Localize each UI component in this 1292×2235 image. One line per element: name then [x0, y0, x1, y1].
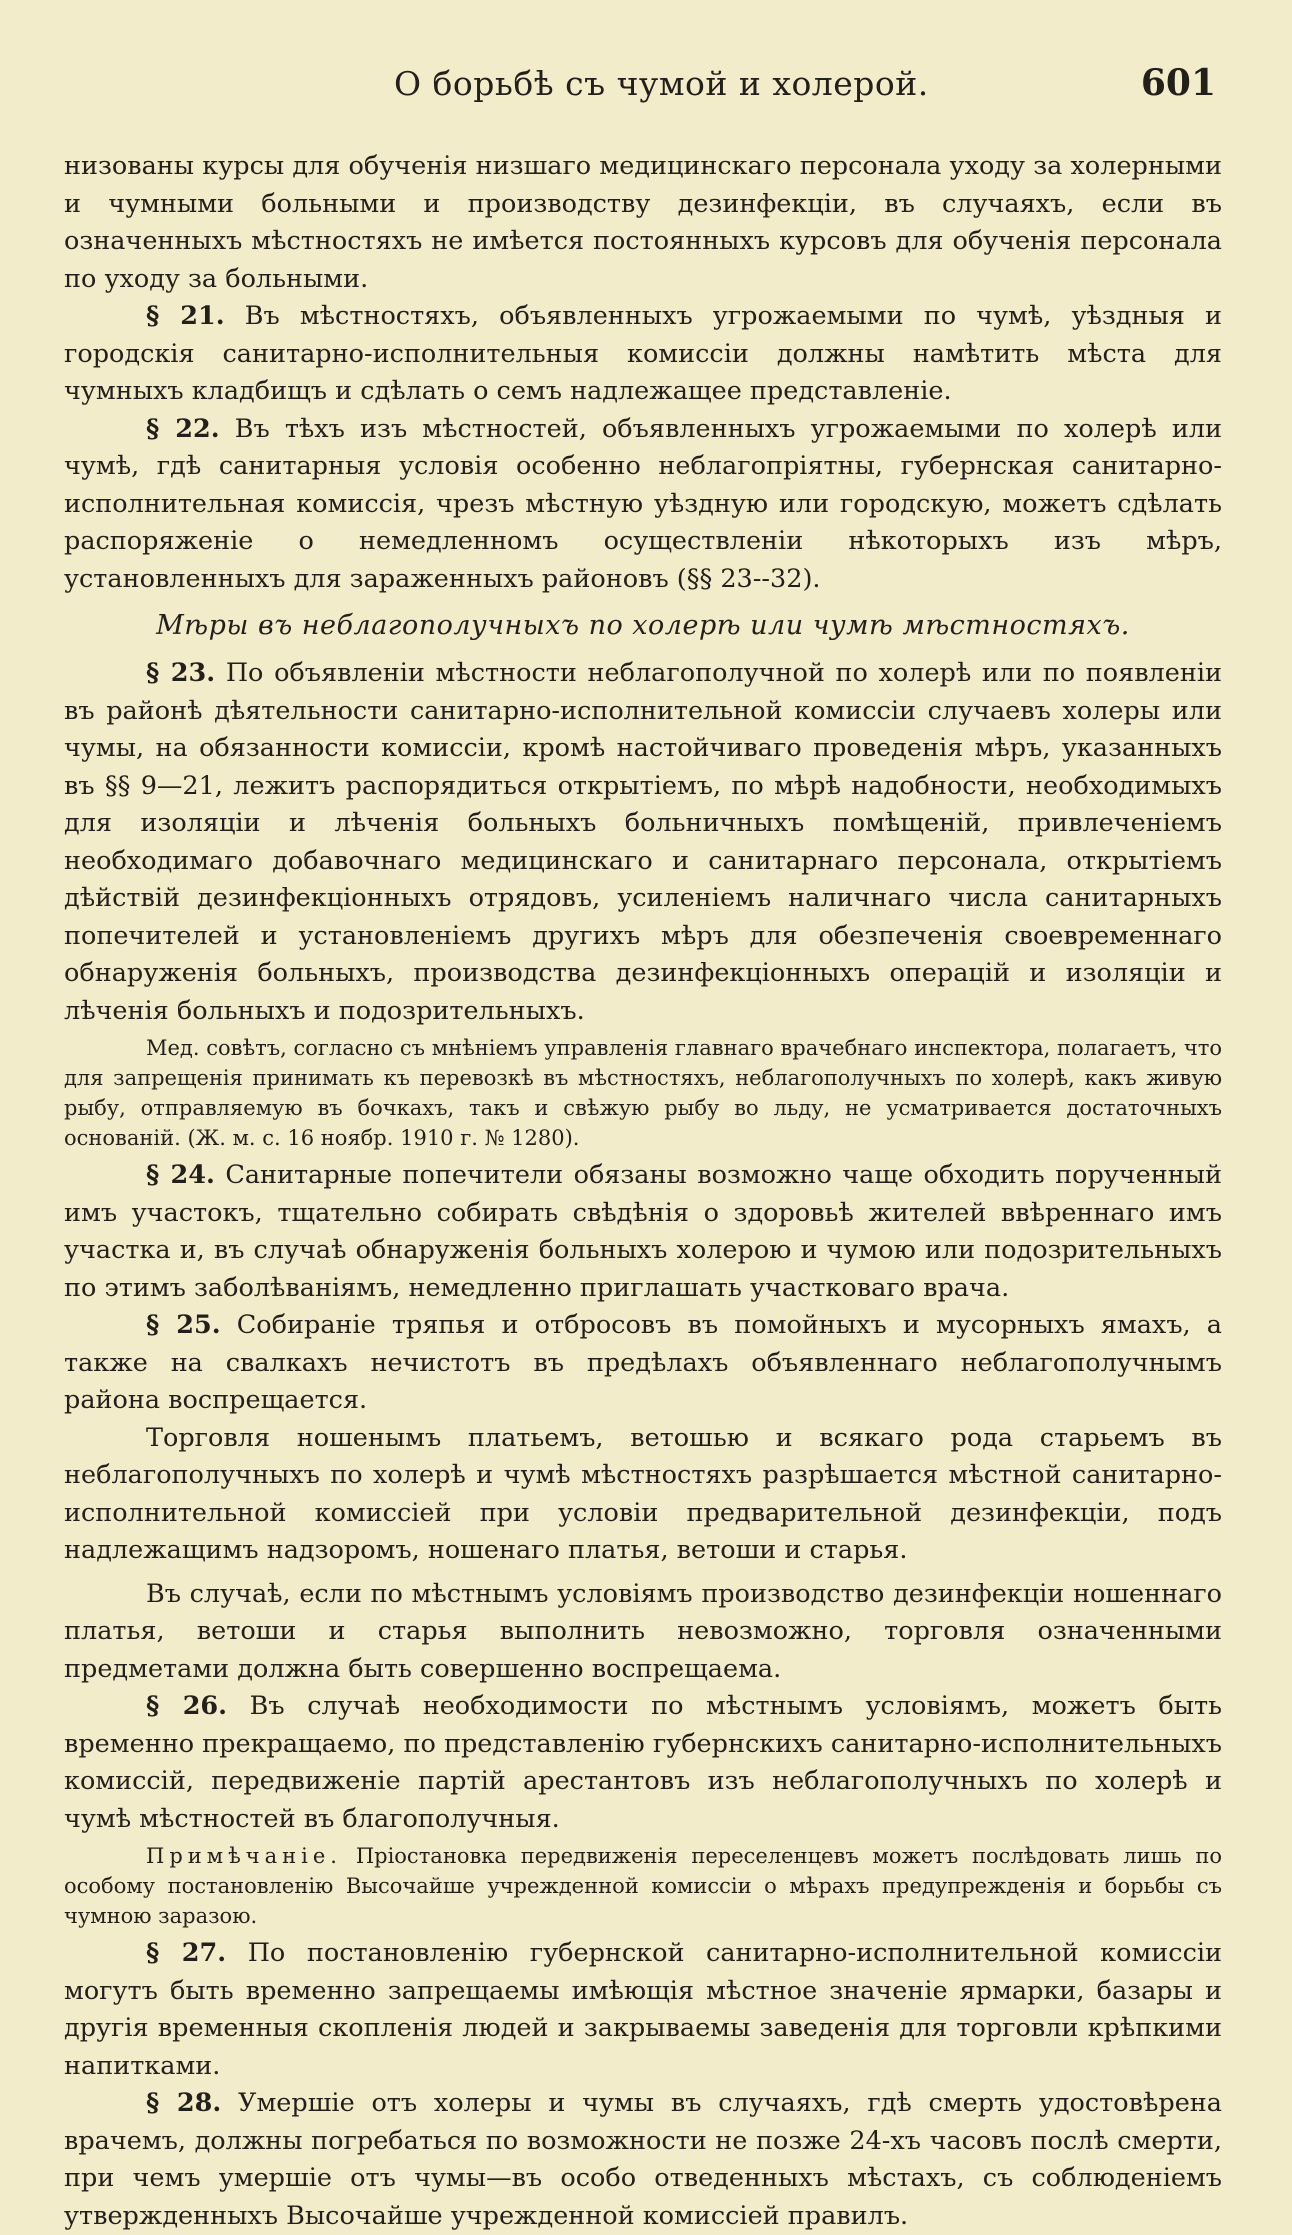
section-number: § 21. — [146, 301, 225, 331]
section-23 — [64, 655, 1222, 1030]
section-22 — [64, 411, 1222, 599]
running-head-title: О борьбѣ съ чумой и холерой. — [394, 64, 929, 103]
section-25-paragraph-2: Торговля ношенымъ платьемъ, ветошью и всякаго рода старьемъ въ неблагополучныхъ по холерѣ и чумѣ мѣстностяхъ разрѣшается мѣстной санитарно-исполнительной комиссіей при условіи предварительной дезинфекціи, подъ надлежащимъ надзоромъ, ношенаго платья, ветоши и старья. — [64, 1422, 1222, 1565]
note-text: Пріостановка передвиженія переселенцевъ можетъ послѣдовать лишь по особому постановленію Высочайше учрежденной комиссіи о мѣрахъ предупрежденія и борьбы съ чумною заразою. — [64, 1844, 1222, 1928]
footnote-note — [64, 1841, 1222, 1931]
section-text: Въ случаѣ необходимости по мѣстнымъ условіямъ, можетъ быть временно прекращаемо, по представленію губернскихъ санитарно-исполнительныхъ комиссій, передвиженіе партій арестантовъ изъ неблагополучныхъ по холерѣ и чумѣ мѣстностей въ благополучныя. — [64, 1691, 1223, 1834]
note-label: Примѣчаніе. — [146, 1844, 342, 1868]
paragraph-continued: низованы курсы для обученія низшаго медицинскаго персонала уходу за холерными и чумными больными и производству дезинфекціи, въ случаяхъ, если въ означенныхъ мѣстностяхъ не имѣется постоянныхъ курсовъ для обученія персонала по уходу за больными. — [64, 151, 1222, 294]
section-number: § 22. — [146, 413, 220, 444]
section-text: Въ мѣстностяхъ, объявленныхъ угрожаемыми по чумѣ, уѣздныя и городскія санитарно-исполнительныя комиссіи должны намѣтить мѣста для чумныхъ кладбищъ и сдѣлать о семъ надлежащее представленіе. — [64, 301, 1222, 406]
section-25-paragraph-3: Въ случаѣ, если по мѣстнымъ условіямъ производство дезинфекціи ношеннаго платья, ветоши и старья выполнить невозможно, торговля означенными предметами должна быть совершенно воспрещаема. — [64, 1578, 1222, 1684]
section-number: § 27. — [146, 1938, 227, 1968]
section-number: § 25. — [146, 1310, 221, 1340]
section-text: Умершіе отъ холеры и чумы въ случаяхъ, гдѣ смерть удостовѣрена врачемъ, должны погребаться по возможности не позже 24-хъ часовъ послѣ смерти, при чемъ умершіе отъ чумы—въ особо отведенныхъ мѣстахъ, съ соблюденіемъ утвержденныхъ Высочайше учрежденной комиссіей правилъ. — [64, 2088, 1222, 2231]
section-text: Санитарные попечители обязаны возможно чаще обходить порученный имъ участокъ, тщательно собирать свѣдѣнія о здоровьѣ жителей ввѣреннаго имъ участка и, въ случаѣ обнаруженія больныхъ холерою и чумою или подозрительныхъ по этимъ заболѣваніямъ, немедленно приглашать участковаго врача. — [64, 1160, 1223, 1303]
subheading: Мѣры въ неблагополучныхъ по холерѣ или чумѣ мѣстностяхъ. — [156, 610, 1130, 641]
footnote-note: Мед. совѣтъ, согласно съ мнѣніемъ управленія главнаго врачебнаго инспектора, полагаетъ, что для запрещенія принимать къ перевозкѣ въ мѣстностяхъ, неблагополучныхъ по холерѣ, какъ живую рыбу, отправляемую въ бочкахъ, такъ и свѣжую рыбу во льду, не усматривается достаточныхъ основаній. (Ж. м. с. 16 ноябр. 1910 г. № 1280). — [64, 1036, 1222, 1150]
section-25 — [64, 1307, 1222, 1420]
section-text: Собираніе тряпья и отбросовъ въ помойныхъ и мусорныхъ ямахъ, а также на свалкахъ нечистотъ въ предѣлахъ объявленнаго неблагополучнымъ района воспрещается. — [64, 1310, 1222, 1415]
section-26 — [64, 1688, 1222, 1838]
section-text: Въ тѣхъ изъ мѣстностей, объявленныхъ угрожаемыми по холерѣ или чумѣ, гдѣ санитарныя условія особенно неблагопріятны, губернская санитарно-исполнительная комиссія, чрезъ мѣстную уѣздную или городскую, можетъ сдѣлать распоряженіе о немедленномъ осуществленіи нѣкоторыхъ изъ мѣръ, установленныхъ для зараженныхъ районовъ (§§ 23--32). — [64, 413, 1223, 594]
section-number: § 23. — [146, 658, 216, 688]
section-number: § 26. — [146, 1691, 228, 1721]
running-head — [64, 60, 1222, 110]
section-28 — [64, 2085, 1222, 2235]
section-27 — [64, 1935, 1222, 2085]
page-body — [64, 148, 1222, 2235]
section-text: По объявленіи мѣстности неблагополучной по холерѣ или по появленіи въ районѣ дѣятельности санитарно-исполнительной комиссіи случаевъ холеры или чумы, на обязанности комиссіи, кромѣ настойчиваго проведенія мѣръ, указанныхъ въ §§ 9—21, лежитъ распорядиться открытіемъ, по мѣрѣ надобности, необходимыхъ для изоляціи и лѣченія больныхъ больничныхъ помѣщеній, привлеченіемъ необходимаго добавочнаго медицинскаго и санитарнаго персонала, открытіемъ дѣйствій дезинфекціонныхъ отрядовъ, усиленіемъ наличнаго числа санитарныхъ попечителей и установленіемъ другихъ мѣръ для обезпеченія своевременнаго обнаруженія больныхъ, производства дезинфекціонныхъ операцій и изоляціи и лѣченія больныхъ и подозрительныхъ. — [64, 658, 1222, 1026]
section-21 — [64, 298, 1222, 411]
section-24 — [64, 1157, 1222, 1307]
section-number: § 28. — [146, 2088, 222, 2118]
page-number: 601 — [1140, 62, 1216, 104]
section-text: По постановленію губернской санитарно-исполнительной комиссіи могутъ быть временно запрещаемы имѣющія мѣстное значеніе ярмарки, базары и другія временныя скопленія людей и закрываемы заведенія для торговли крѣпкими напитками. — [64, 1938, 1223, 2081]
section-number: § 24. — [146, 1160, 215, 1190]
